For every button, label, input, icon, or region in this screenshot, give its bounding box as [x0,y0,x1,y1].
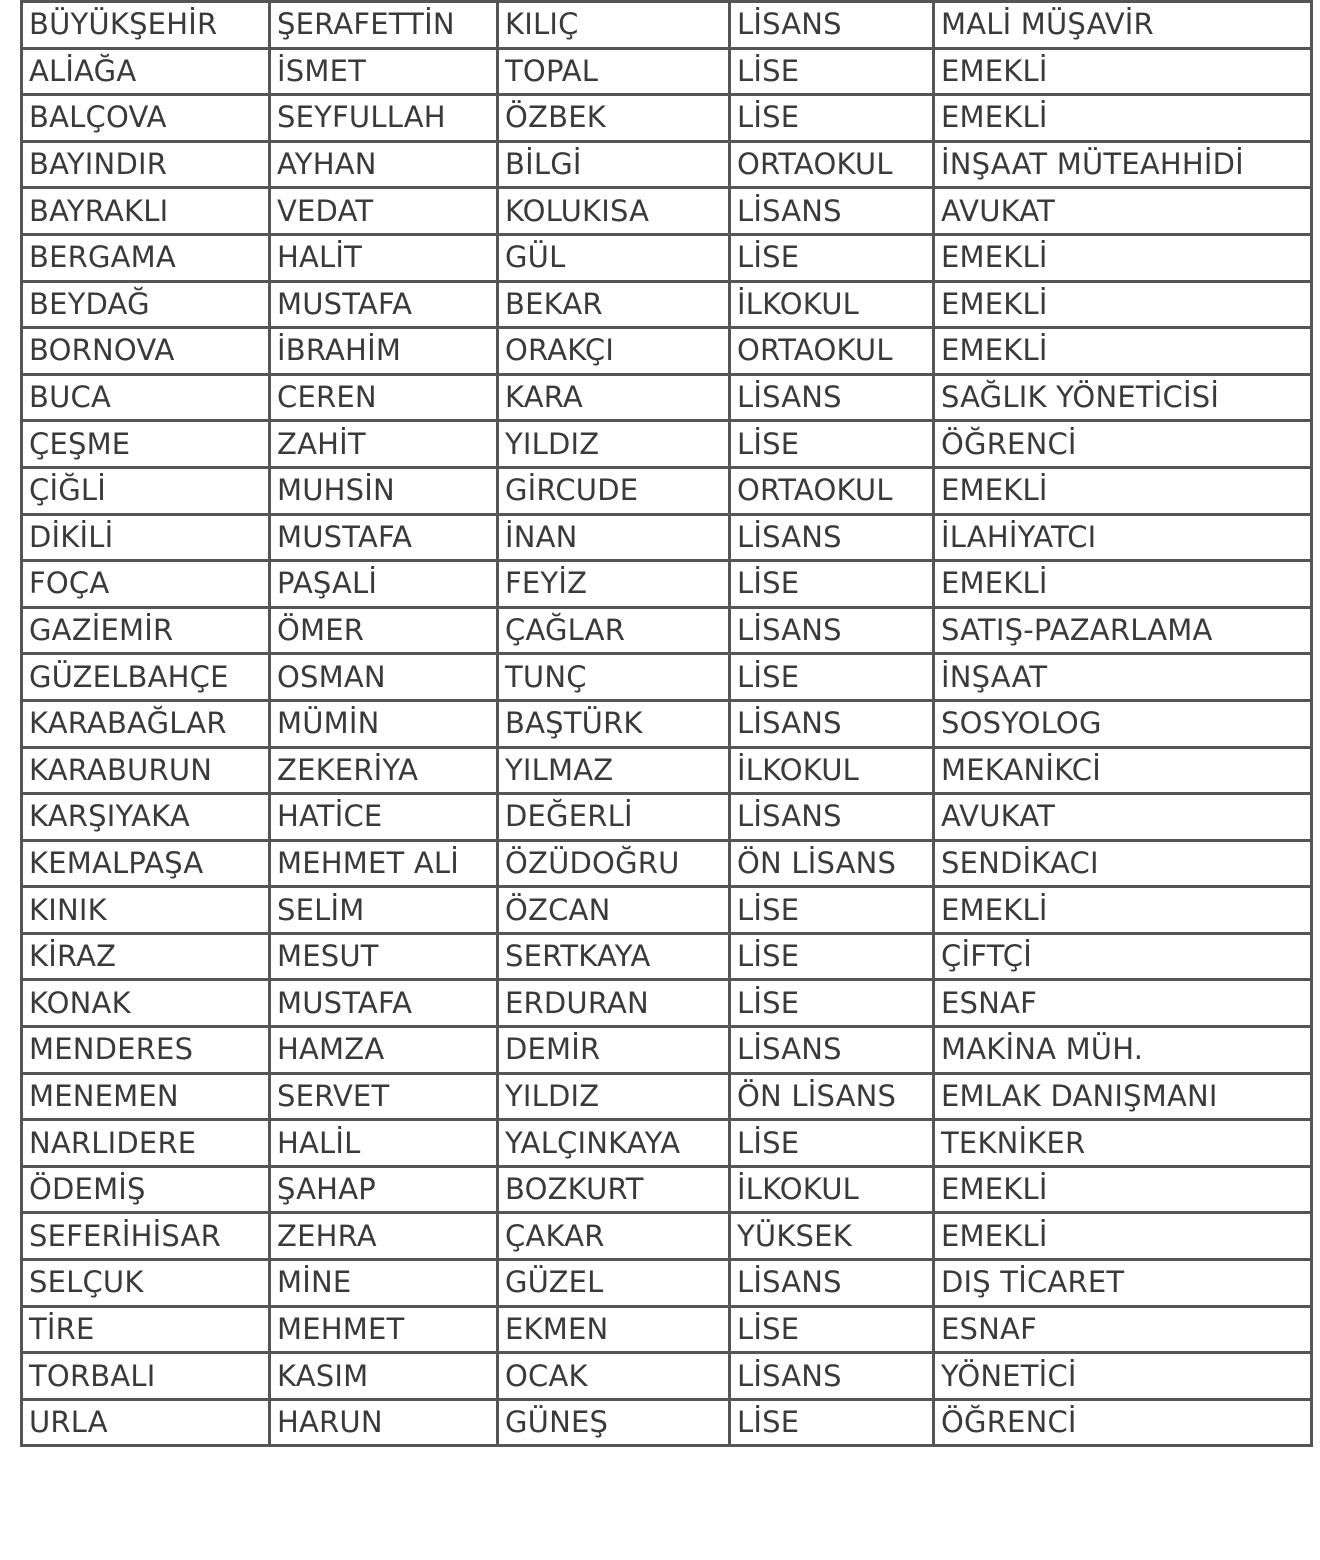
candidate-table-container [20,0,1310,1447]
district-cell: DİKİLİ [22,514,270,561]
district-cell: KİRAZ [22,933,270,980]
last-name-cell: GÜNEŞ [498,1399,730,1446]
education-cell: LİSE [730,1399,934,1446]
education-cell: LİSE [730,654,934,701]
last-name-cell: KOLUKISA [498,188,730,235]
education-cell: ORTAOKUL [730,328,934,375]
first-name-cell: HAMZA [270,1027,498,1074]
education-cell: LİSE [730,980,934,1027]
last-name-cell: BOZKURT [498,1166,730,1213]
first-name-cell: MUHSİN [270,467,498,514]
profession-cell: ÇİFTÇİ [934,933,1312,980]
district-cell: NARLIDERE [22,1120,270,1167]
table-row [22,1073,1312,1120]
profession-cell: İNŞAAT [934,654,1312,701]
profession-cell: ESNAF [934,1306,1312,1353]
table-row [22,1027,1312,1074]
table-row [22,840,1312,887]
table-row [22,188,1312,235]
first-name-cell: MÜMİN [270,700,498,747]
last-name-cell: KARA [498,374,730,421]
table-row [22,933,1312,980]
district-cell: KARABAĞLAR [22,700,270,747]
profession-cell: EMEKLİ [934,467,1312,514]
education-cell: LİSE [730,1306,934,1353]
first-name-cell: HARUN [270,1399,498,1446]
education-cell: ÖN LİSANS [730,1073,934,1120]
first-name-cell: SEYFULLAH [270,95,498,142]
table-row [22,234,1312,281]
education-cell: LİSANS [730,607,934,654]
education-cell: İLKOKUL [730,281,934,328]
last-name-cell: DEĞERLİ [498,794,730,841]
district-cell: GAZİEMİR [22,607,270,654]
first-name-cell: ZAHİT [270,421,498,468]
table-row [22,1260,1312,1307]
candidate-table [20,0,1313,1447]
table-row [22,794,1312,841]
table-row [22,700,1312,747]
first-name-cell: ŞERAFETTİN [270,2,498,49]
table-row [22,141,1312,188]
profession-cell: EMEKLİ [934,887,1312,934]
table-row [22,1120,1312,1167]
education-cell: LİSANS [730,514,934,561]
education-cell: LİSE [730,95,934,142]
profession-cell: ESNAF [934,980,1312,1027]
district-cell: BAYINDIR [22,141,270,188]
education-cell: LİSE [730,561,934,608]
profession-cell: EMEKLİ [934,281,1312,328]
first-name-cell: VEDAT [270,188,498,235]
profession-cell: ÖĞRENCİ [934,1399,1312,1446]
education-cell: LİSANS [730,1353,934,1400]
table-row [22,2,1312,49]
profession-cell: EMLAK DANIŞMANI [934,1073,1312,1120]
last-name-cell: YALÇINKAYA [498,1120,730,1167]
district-cell: MENDERES [22,1027,270,1074]
table-row [22,1213,1312,1260]
table-row [22,1166,1312,1213]
table-row [22,654,1312,701]
table-row [22,467,1312,514]
table-row [22,607,1312,654]
first-name-cell: ZEKERİYA [270,747,498,794]
profession-cell: EMEKLİ [934,95,1312,142]
profession-cell: AVUKAT [934,794,1312,841]
education-cell: LİSANS [730,188,934,235]
first-name-cell: PAŞALİ [270,561,498,608]
last-name-cell: ORAKÇI [498,328,730,375]
last-name-cell: ÖZCAN [498,887,730,934]
profession-cell: EMEKLİ [934,48,1312,95]
table-row [22,514,1312,561]
last-name-cell: SERTKAYA [498,933,730,980]
last-name-cell: ERDURAN [498,980,730,1027]
education-cell: İLKOKUL [730,1166,934,1213]
first-name-cell: MİNE [270,1260,498,1307]
district-cell: KINIK [22,887,270,934]
district-cell: SELÇUK [22,1260,270,1307]
first-name-cell: MESUT [270,933,498,980]
first-name-cell: İBRAHİM [270,328,498,375]
education-cell: YÜKSEK [730,1213,934,1260]
district-cell: ÇİĞLİ [22,467,270,514]
table-row [22,374,1312,421]
profession-cell: SOSYOLOG [934,700,1312,747]
district-cell: FOÇA [22,561,270,608]
last-name-cell: ÖZÜDOĞRU [498,840,730,887]
last-name-cell: ÇAĞLAR [498,607,730,654]
education-cell: ORTAOKUL [730,141,934,188]
district-cell: ÖDEMİŞ [22,1166,270,1213]
district-cell: ÇEŞME [22,421,270,468]
district-cell: BAYRAKLI [22,188,270,235]
last-name-cell: FEYİZ [498,561,730,608]
education-cell: LİSE [730,234,934,281]
profession-cell: EMEKLİ [934,234,1312,281]
education-cell: ÖN LİSANS [730,840,934,887]
education-cell: LİSE [730,1120,934,1167]
last-name-cell: YILDIZ [498,1073,730,1120]
first-name-cell: SERVET [270,1073,498,1120]
profession-cell: MALİ MÜŞAVİR [934,2,1312,49]
profession-cell: İNŞAAT MÜTEAHHİDİ [934,141,1312,188]
table-row [22,1306,1312,1353]
first-name-cell: ÖMER [270,607,498,654]
profession-cell: EMEKLİ [934,561,1312,608]
profession-cell: YÖNETİCİ [934,1353,1312,1400]
profession-cell: TEKNİKER [934,1120,1312,1167]
table-body [22,0,1312,1446]
district-cell: BALÇOVA [22,95,270,142]
table-row [22,747,1312,794]
first-name-cell: MUSTAFA [270,980,498,1027]
first-name-cell: KASIM [270,1353,498,1400]
table-row [22,328,1312,375]
district-cell: BERGAMA [22,234,270,281]
district-cell: TİRE [22,1306,270,1353]
education-cell: LİSANS [730,2,934,49]
profession-cell: EMEKLİ [934,328,1312,375]
district-cell: MENEMEN [22,1073,270,1120]
profession-cell: MEKANİKCİ [934,747,1312,794]
first-name-cell: HALİT [270,234,498,281]
table-row [22,1353,1312,1400]
education-cell: LİSANS [730,1260,934,1307]
first-name-cell: CEREN [270,374,498,421]
table-row [22,281,1312,328]
table-row [22,980,1312,1027]
profession-cell: SAĞLIK YÖNETİCİSİ [934,374,1312,421]
first-name-cell: MUSTAFA [270,514,498,561]
district-cell: BORNOVA [22,328,270,375]
first-name-cell: HALİL [270,1120,498,1167]
last-name-cell: TUNÇ [498,654,730,701]
profession-cell: MAKİNA MÜH. [934,1027,1312,1074]
first-name-cell: MUSTAFA [270,281,498,328]
district-cell: BEYDAĞ [22,281,270,328]
last-name-cell: OCAK [498,1353,730,1400]
education-cell: LİSANS [730,1027,934,1074]
district-cell: KARŞIYAKA [22,794,270,841]
district-cell: KEMALPAŞA [22,840,270,887]
district-cell: KONAK [22,980,270,1027]
last-name-cell: GİRCUDE [498,467,730,514]
last-name-cell: KILIÇ [498,2,730,49]
first-name-cell: İSMET [270,48,498,95]
education-cell: LİSE [730,933,934,980]
table-row [22,561,1312,608]
last-name-cell: İNAN [498,514,730,561]
profession-cell: SENDİKACI [934,840,1312,887]
district-cell: GÜZELBAHÇE [22,654,270,701]
table-row [22,421,1312,468]
profession-cell: EMEKLİ [934,1213,1312,1260]
first-name-cell: ŞAHAP [270,1166,498,1213]
profession-cell: EMEKLİ [934,1166,1312,1213]
last-name-cell: BAŞTÜRK [498,700,730,747]
last-name-cell: TOPAL [498,48,730,95]
last-name-cell: EKMEN [498,1306,730,1353]
last-name-cell: YILMAZ [498,747,730,794]
profession-cell: İLAHİYATCI [934,514,1312,561]
first-name-cell: OSMAN [270,654,498,701]
education-cell: LİSANS [730,700,934,747]
table-row [22,95,1312,142]
district-cell: BUCA [22,374,270,421]
profession-cell: SATIŞ-PAZARLAMA [934,607,1312,654]
last-name-cell: ÇAKAR [498,1213,730,1260]
profession-cell: DIŞ TİCARET [934,1260,1312,1307]
table-row [22,1399,1312,1446]
last-name-cell: BEKAR [498,281,730,328]
table-row [22,887,1312,934]
profession-cell: AVUKAT [934,188,1312,235]
last-name-cell: DEMİR [498,1027,730,1074]
table-row [22,48,1312,95]
last-name-cell: BİLGİ [498,141,730,188]
education-cell: LİSANS [730,374,934,421]
first-name-cell: MEHMET [270,1306,498,1353]
education-cell: LİSE [730,48,934,95]
district-cell: TORBALI [22,1353,270,1400]
profession-cell: ÖĞRENCİ [934,421,1312,468]
education-cell: LİSE [730,887,934,934]
education-cell: LİSANS [730,794,934,841]
first-name-cell: MEHMET ALİ [270,840,498,887]
last-name-cell: ÖZBEK [498,95,730,142]
district-cell: URLA [22,1399,270,1446]
first-name-cell: HATİCE [270,794,498,841]
district-cell: KARABURUN [22,747,270,794]
district-cell: ALİAĞA [22,48,270,95]
education-cell: LİSE [730,421,934,468]
last-name-cell: GÜZEL [498,1260,730,1307]
last-name-cell: YILDIZ [498,421,730,468]
first-name-cell: ZEHRA [270,1213,498,1260]
district-cell: SEFERİHİSAR [22,1213,270,1260]
last-name-cell: GÜL [498,234,730,281]
district-cell: BÜYÜKŞEHİR [22,2,270,49]
first-name-cell: AYHAN [270,141,498,188]
education-cell: İLKOKUL [730,747,934,794]
education-cell: ORTAOKUL [730,467,934,514]
first-name-cell: SELİM [270,887,498,934]
